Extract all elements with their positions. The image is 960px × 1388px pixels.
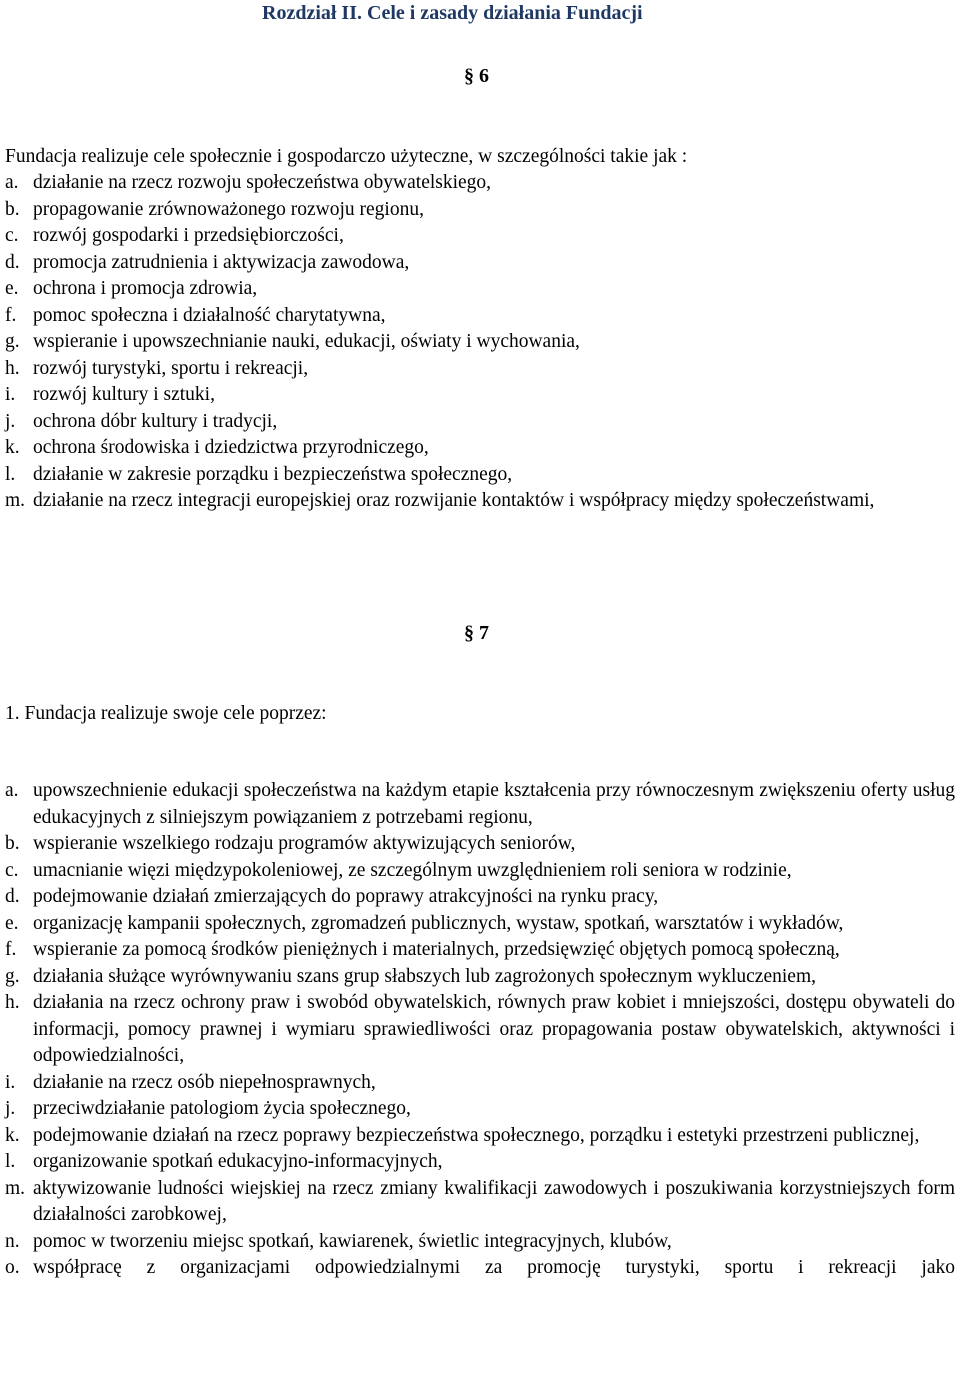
list-item — [5, 488, 955, 515]
list-item-letter: j. — [5, 410, 16, 432]
list-item — [5, 884, 955, 911]
list-item — [5, 435, 955, 462]
list-item-letter: e. — [5, 278, 19, 299]
list-item-letter: b. — [5, 833, 20, 854]
list-item — [5, 409, 955, 436]
list-item-letter: d. — [5, 251, 20, 273]
list-item — [5, 1229, 955, 1256]
list-item — [5, 858, 955, 885]
list-item-text: działania na rzecz ochrony praw i swobód obywatelskich, równych praw kobiet i mniejszości, dostępu obywateli do informacji, pomocy prawnej i wymiaru sprawiedliwości oraz propagowania postaw obywatelskich, aktywności i odpowiedzialności, — [33, 992, 955, 1066]
list-item-letter: k. — [5, 1124, 20, 1146]
list-item-text: pomoc w tworzeniu miejsc spotkań, kawiarenek, świetlic integracyjnych, klubów, — [33, 1230, 672, 1252]
section-7-heading: § 7 — [464, 622, 489, 644]
list-item-text: przeciwdziałanie patologiom życia społecznego, — [33, 1098, 411, 1119]
list-item — [5, 197, 955, 224]
list-item-text: podejmowanie działań zmierzających do poprawy atrakcyjności na rynku pracy, — [33, 886, 659, 907]
list-item-text: rozwój gospodarki i przedsiębiorczości, — [33, 225, 344, 246]
section-6-intro: Fundacja realizuje cele społecznie i gospodarczo użyteczne, w szczególności takie jak : — [5, 146, 688, 167]
list-item-letter: e. — [5, 912, 19, 934]
list-item-text: umacnianie więzi międzypokoleniowej, ze szczególnym uwzględnieniem roli seniora w rodzinie, — [33, 859, 792, 881]
list-item-text: upowszechnienie edukacji społeczeństwa na każdym etapie kształcenia przy równoczesnym zwiększeniu oferty usług edukacyjnych z silniejszym powiązaniem z potrzebami regionu, — [33, 780, 955, 828]
list-item-letter: i. — [5, 1071, 16, 1093]
list-item-text: działanie w zakresie porządku i bezpieczeństwa społecznego, — [33, 463, 513, 485]
list-item-letter: n. — [5, 1230, 20, 1252]
list-item-text: organizację kampanii społecznych, zgromadzeń publicznych, wystaw, spotkań, warsztatów i wykładów, — [33, 912, 844, 934]
section-6-goals-list — [5, 170, 955, 515]
list-item — [5, 329, 955, 356]
list-item-text: działanie na rzecz rozwoju społeczeństwa obywatelskiego, — [33, 172, 492, 193]
list-item — [5, 990, 955, 1070]
list-item-letter: c. — [5, 859, 19, 881]
list-item-text: ochrona środowiska i dziedzictwa przyrodniczego, — [33, 437, 429, 458]
list-item-text: ochrona i promocja zdrowia, — [33, 278, 258, 299]
section-7-intro: 1. Fundacja realizuje swoje cele poprzez: — [5, 703, 327, 724]
list-item-letter: h. — [5, 357, 20, 379]
list-item-text: współpracę z organizacjami odpowiedzialnymi za promocję turystyki, sportu i rekreacji jako — [33, 1257, 955, 1278]
list-item-text: pomoc społeczna i działalność charytatywna, — [33, 304, 386, 326]
list-item-text: działanie na rzecz integracji europejskiej oraz rozwijanie kontaktów i współpracy między społeczeństwami, — [33, 490, 875, 511]
list-item — [5, 778, 955, 831]
list-item — [5, 937, 955, 964]
list-item-letter: a. — [5, 172, 19, 193]
list-item — [5, 911, 955, 938]
list-item-text: propagowanie zrównoważonego rozwoju regionu, — [33, 198, 424, 220]
list-item-text: organizowanie spotkań edukacyjno-informacyjnych, — [33, 1151, 443, 1172]
list-item — [5, 303, 955, 330]
list-item — [5, 831, 955, 858]
list-item — [5, 1123, 955, 1150]
list-item — [5, 250, 955, 277]
list-item-letter: b. — [5, 198, 20, 220]
chapter-title: Rozdział II. Cele i zasady działania Fundacji — [262, 2, 643, 24]
list-item-letter: f. — [5, 939, 17, 960]
list-item-letter: l. — [5, 463, 16, 485]
list-item — [5, 1096, 955, 1123]
list-item-letter: m. — [5, 490, 26, 511]
list-item-text: działanie na rzecz osób niepełnosprawnych, — [33, 1071, 376, 1093]
list-item — [5, 1176, 955, 1229]
list-item-letter: c. — [5, 225, 19, 246]
list-item — [5, 1070, 955, 1097]
list-item — [5, 462, 955, 489]
list-item-letter: f. — [5, 304, 17, 326]
list-item — [5, 382, 955, 409]
list-item-letter: k. — [5, 437, 20, 458]
list-item-text: wspieranie i upowszechnianie nauki, edukacji, oświaty i wychowania, — [33, 331, 580, 352]
list-item-letter: o. — [5, 1257, 20, 1278]
list-item-letter: a. — [5, 780, 19, 801]
list-item — [5, 276, 955, 303]
list-item — [5, 1149, 955, 1176]
list-item-text: promocja zatrudnienia i aktywizacja zawodowa, — [33, 251, 410, 273]
list-item-text: podejmowanie działań na rzecz poprawy bezpieczeństwa społecznego, porządku i estetyki przestrzeni publicznej, — [33, 1124, 920, 1146]
list-item — [5, 356, 955, 383]
list-item-text: aktywizowanie ludności wiejskiej na rzecz zmiany kwalifikacji zawodowych i poszukiwania korzystniejszych form działalności zarobkowej, — [33, 1177, 955, 1225]
section-7-means-list — [5, 778, 955, 1282]
list-item-letter: h. — [5, 992, 20, 1013]
list-item-letter: j. — [5, 1098, 16, 1119]
list-item-letter: i. — [5, 384, 16, 405]
list-item-letter: g. — [5, 331, 20, 352]
list-item-text: rozwój kultury i sztuki, — [33, 384, 215, 405]
list-item-text: wspieranie za pomocą środków pieniężnych i materialnych, przedsięwzięć objętych pomocą społeczną, — [33, 939, 840, 960]
list-item — [5, 170, 955, 197]
list-item-letter: m. — [5, 1177, 26, 1199]
list-item — [5, 223, 955, 250]
list-item-letter: d. — [5, 886, 20, 907]
list-item-text: działania służące wyrównywaniu szans grup słabszych lub zagrożonych społecznym wykluczeniem, — [33, 965, 816, 987]
list-item-letter: l. — [5, 1151, 16, 1172]
section-6-heading: § 6 — [464, 65, 489, 87]
list-item-text: wspieranie wszelkiego rodzaju programów aktywizujących seniorów, — [33, 833, 576, 854]
list-item-text: rozwój turystyki, sportu i rekreacji, — [33, 357, 309, 379]
list-item-text: ochrona dóbr kultury i tradycji, — [33, 410, 278, 432]
list-item-letter: g. — [5, 965, 20, 987]
list-item — [5, 1255, 955, 1282]
list-item — [5, 964, 955, 991]
